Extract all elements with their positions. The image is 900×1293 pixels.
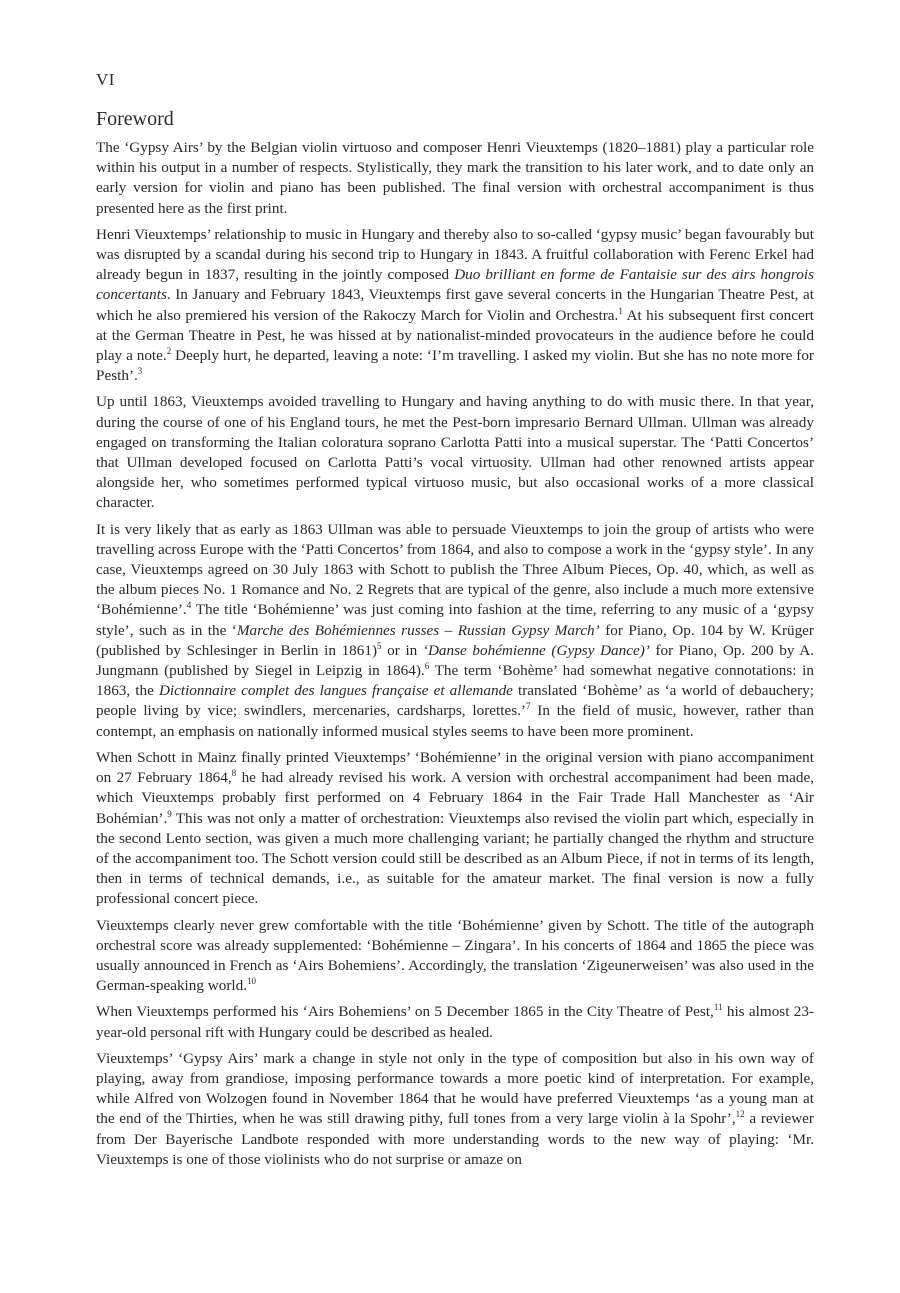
text-run: translated ‘Bohème’ as ‘a world of debauchery; people living by vice; swindlers, mercenaries, cardsharps, lorettes.’ [96,682,814,720]
footnote-marker: 9 [167,808,172,819]
footnote-marker: 2 [166,345,172,356]
text-run: The title ‘Bohémienne’ was just coming into fashion at the time, referring to any music of a ‘gypsy style’, such as in the ‘ [96,601,814,639]
footnote-marker: 7 [525,701,531,712]
text-run: for Piano, Op. 104 by W. Krüger (published by Schlesinger in Berlin in 1861) [96,621,814,659]
text-run: The term ‘Bohème’ had somewhat negative connotations: in 1863, the [96,662,814,700]
paragraph [96,392,814,513]
text-run: he had already revised his work. A version with orchestral accompaniment had been made, which Vieuxtemps probably first performed on 4 February 1864 in the Fair Trade Hall Manchester as ‘Air Bohémian’. [96,769,814,827]
paragraph [96,748,814,910]
paragraph [96,225,814,387]
text-run: At his subsequent first concert at the German Theatre in Pest, he was hissed at by nationalist-minded provocateurs in the audience before he could play a note. [96,306,814,365]
italic-title: Marche des Bohémiennes russes – Russian Gypsy March’ [236,621,600,639]
text-run: When Schott in Mainz finally printed Vieuxtemps’ ‘Bohémienne’ in the original version with piano accompaniment on 27 February 1864, [96,748,814,787]
text-run: This was not only a matter of orchestration: Vieuxtemps also revised the violin part which, especially in the second Lento section, was given a much more challenging variant; he partially changed the rhythm and structure of the accompaniment too. The Schott version could still be described as an Album Piece, if not in terms of its length, then in terms of technical demands, i.e., as suitable for the amateur market. The final version is now a fully professional concert piece. [96,809,814,908]
text-run: Vieuxtemps’ ‘Gypsy Airs’ mark a change in style not only in the type of composition but also in his own way of playing, away from grandiose, imposing performance towards a more poetic kind of interpretation. For example, while Alfred von Wolzogen found in November 1864 that he would have preferred Vieuxtemps ‘as a young man at the end of the Thirties, when he was still drawing pithy, full tones from a very large violin à la Spohr’, [96,1049,814,1128]
text-run: Henri Vieuxtemps’ relationship to music in Hungary and thereby also to so-called ‘gypsy music’ began favourably but was disrupted by a scandal during his second trip to Hungary in 1843. A fruitful collaboration with Ferenc Erkel had already begun in 1837, resulting in the jointly composed [96,225,814,284]
paragraph [96,1049,814,1170]
footnote-marker: 8 [231,768,237,779]
text-run: Up until 1863, Vieuxtemps avoided travelling to Hungary and having anything to do with music there. In that year, during the course of one of his England tours, he met the Pest-born impresario Bernard Ullman. Ullman was already engaged on transforming the Italian coloratura soprano Carlotta Patti into a musical superstar. The ‘Patti Concertos’ that Ullman developed focused on Carlotta Patti’s vocal virtuosity. Ullman had other renowned artists appear alongside her, who sometimes performed typical virtuoso music, but also occasional works of a more classical character. [96,393,814,512]
text-run: In the field of music, however, rather than contempt, an emphasis on nationally informed musical styles seems to have been more prominent. [96,702,814,740]
text-run: When Vieuxtemps performed his ‘Airs Bohemiens’ on 5 December 1865 in the City Theatre of Pest, [96,1003,714,1021]
document-page [96,70,814,1176]
text-run: . In January and February 1843, Vieuxtemps first gave several concerts in the Hungarian Theatre Pest, at which he also premiered his version of the Rakoczy March for Violin and Orchestra. [96,286,814,324]
text-run: his almost 23-year-old personal rift with Hungary could be described as healed. [96,1003,814,1041]
footnote-marker: 4 [186,600,192,611]
footnote-marker: 11 [713,1002,723,1013]
footnote-marker: 10 [247,976,256,987]
paragraph [96,916,814,997]
text-run: The ‘Gypsy Airs’ by the Belgian violin virtuoso and composer Henri Vieuxtemps (1820–1881) play a particular role within his output in a number of respects. Stylistically, they mark the transition to his later work, and to date only an early version for violin and piano has been published. The final version with orchestral accompaniment is thus presented here as the first print. [96,139,814,217]
page-number: VI [96,70,115,89]
text-run: for Piano, Op. 200 by A. Jungmann (published by Siegel in Leipzig in 1864). [96,641,815,680]
body-text [96,138,814,1170]
footnote-marker: 1 [618,305,623,316]
paragraph [96,520,814,742]
footnote-marker: 3 [137,366,143,377]
text-run: Deeply hurt, he departed, leaving a note: ‘I’m travelling. I asked my violin. But she has no note more for Pesth’. [96,347,814,385]
text-run: Vieuxtemps clearly never grew comfortable with the title ‘Bohémienne’ given by Schott. The title of the autograph orchestral score was already supplemented: ‘Bohémienne – Zingara’. In his concerts of 1864 and 1865 the piece was usually announced in French as ‘Airs Bohemiens’. Accordingly, the translation ‘Zigeunerweisen’ was also used in the German-speaking world. [96,916,814,995]
text-run: a reviewer from Der Bayerische Landbote responded with more understanding words to the new way of playing: ‘Mr. Vieuxtemps is one of those violinists who do not surprise or amaze on [96,1110,814,1168]
paragraph [96,1002,814,1042]
page-title: Foreword [96,108,174,130]
text-run: or in [381,641,423,659]
italic-title: Dictionnaire complet des langues française et allemande [158,682,513,700]
footnote-marker: 12 [735,1109,745,1120]
text-run: It is very likely that as early as 1863 Ullman was able to persuade Vieuxtemps to join the group of artists who were travelling across Europe with the ‘Patti Concertos’ from 1864, and also to compose a work in the ‘gypsy style’. In any case, Vieuxtemps agreed on 30 July 1863 with Schott to publish the Three Album Pieces, Op. 40, which, as well as the album pieces No. 1 Romance and No. 2 Regrets that are typical of the genre, also include a much more extensive ‘Bohémienne’. [96,520,814,619]
footnote-marker: 5 [377,640,382,651]
paragraph [96,138,814,219]
footnote-marker: 6 [424,661,430,672]
italic-title: Duo brilliant en forme de Fantaisie sur des airs hongrois concertants [96,266,815,304]
italic-title: ‘Danse bohémienne (Gypsy Dance)’ [422,641,650,659]
